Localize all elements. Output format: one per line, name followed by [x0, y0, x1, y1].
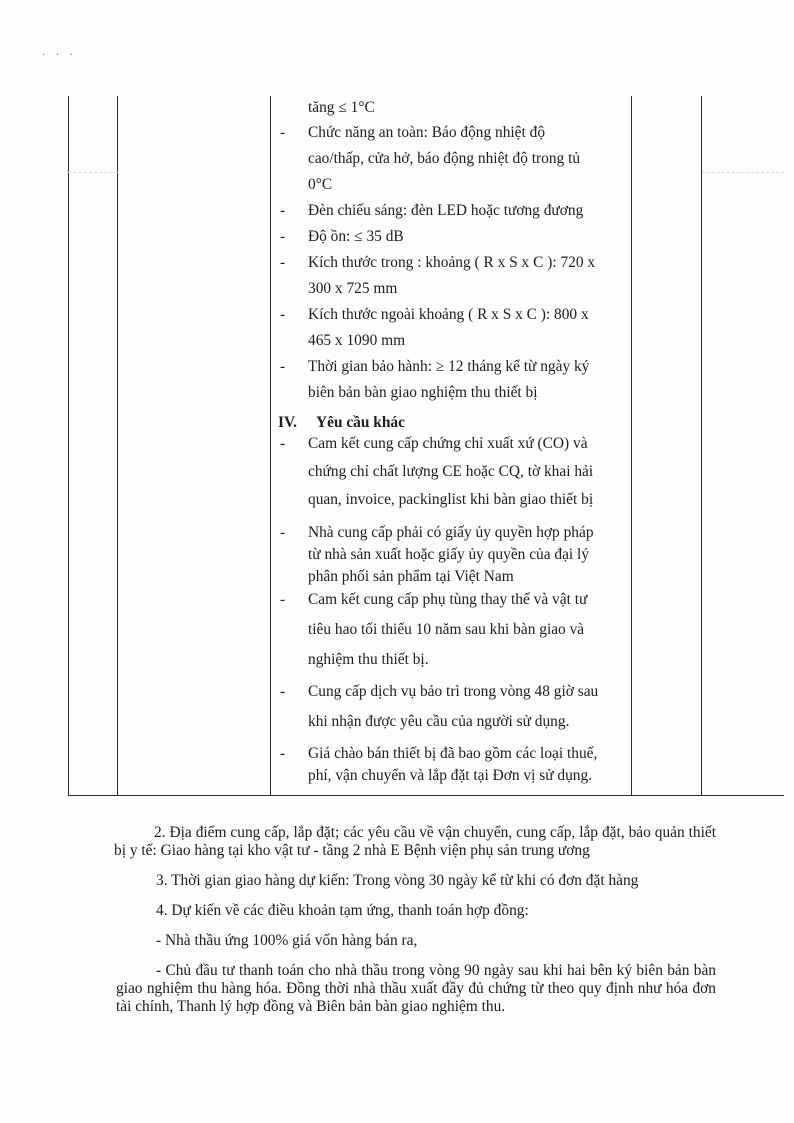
section-title: Yêu cầu khác [316, 414, 405, 431]
table-border-left [68, 96, 69, 796]
table-col-divider-2 [270, 96, 271, 796]
spec-line: 465 x 1090 mm [308, 332, 406, 349]
spec-item-price [278, 743, 630, 787]
spec-line: cao/thấp, cửa hở, báo động nhiệt độ trong tủ [308, 150, 581, 167]
spec-line: Cam kết cung cấp chứng chỉ xuất xứ (CO) và [308, 435, 588, 452]
spec-line: phân phối sản phẩm tại Việt Nam [308, 568, 514, 585]
spec-item-lighting [278, 198, 630, 224]
paragraph-payment-terms: 4. Dự kiến về các điều khoản tạm ứng, thanh toán hợp đồng: [156, 902, 529, 919]
spec-line: Giá chào bán thiết bị đã bao gồm các loại thuế, [308, 745, 598, 762]
bullet-dash: - [280, 202, 286, 219]
bullet-dash: - [280, 358, 286, 375]
section-number: IV. [278, 414, 297, 431]
spec-line: Cung cấp dịch vụ bảo trì trong vòng 48 giờ sau [308, 683, 599, 700]
continuation-line: tăng ≤ 1°C [308, 99, 375, 116]
spec-line: biên bản bàn giao nghiệm thu thiết bị [308, 384, 538, 401]
spec-line: Đèn chiếu sáng: đèn LED hoặc tương đương [308, 202, 584, 219]
bullet-dash: - [280, 228, 286, 245]
spec-line: Cam kết cung cấp phụ tùng thay thế và vật tư [308, 591, 588, 608]
spec-item-authorization [278, 522, 630, 588]
spec-item-noise [278, 224, 630, 250]
spec-cell [278, 96, 630, 787]
bullet-dash: - [280, 306, 286, 323]
table-border-bottom [68, 795, 784, 796]
spec-item-maintenance [278, 677, 630, 737]
bullet-dash: - [280, 745, 286, 762]
spec-line: Thời gian bảo hành: ≥ 12 tháng kể từ ngày ký [308, 358, 590, 375]
spec-line: Kích thước ngoài khoảng ( R x S x C ): 800 x [308, 306, 589, 323]
spec-item-outer-size [278, 302, 630, 354]
spec-line: 0°C [308, 176, 333, 193]
spec-line: quan, invoice, packinglist khi bàn giao thiết bị [308, 491, 594, 508]
bullet-dash: - [280, 591, 286, 608]
paragraph-payment: - Chủ đầu tư thanh toán cho nhà thầu trong vòng 90 ngày sau khi hai bên ký biên bản bàn giao nghiệm thu hàng hóa. Đồng thời nhà thầu xuất đầy đủ chứng từ theo quy định như hóa đơn tài chính, Thanh lý hợp đồng và Biên bản bàn giao nghiệm thu. [116, 962, 716, 1015]
table-col-divider-3 [631, 96, 632, 796]
bullet-dash: - [280, 683, 286, 700]
spec-item-safety [278, 120, 630, 198]
spec-line: Nhà cung cấp phải có giấy ủy quyền hợp pháp [308, 524, 594, 541]
spec-line: Kích thước trong : khoảng ( R x S x C ): 720 x [308, 254, 596, 271]
paragraph-delivery-location: 2. Địa điểm cung cấp, lắp đặt; các yêu cầu về vận chuyển, cung cấp, lắp đặt, bảo quản thiết bị y tế: Giao hàng tại kho vật tư - tầng 2 nhà E Bệnh viện phụ sản trung ương [114, 824, 716, 859]
scan-specks: · · · [42, 50, 77, 61]
bullet-dash: - [280, 124, 286, 141]
spec-line: nghiệm thu thiết bị. [308, 651, 429, 668]
spec-line: khi nhận được yêu cầu của người sử dụng. [308, 713, 570, 730]
faint-rule-left [68, 172, 118, 173]
bullet-dash: - [280, 524, 286, 541]
spec-line: tiêu hao tối thiểu 10 năm sau khi bàn giao và [308, 621, 585, 638]
table-col-divider-1 [117, 96, 118, 796]
spec-item-warranty [278, 354, 630, 406]
bullet-dash: - [280, 254, 286, 271]
spec-line: từ nhà sản xuất hoặc giấy ủy quyền của đại lý [308, 546, 590, 563]
paragraph-advance: - Nhà thầu ứng 100% giá vốn hàng bán ra, [156, 932, 418, 949]
spec-line: phí, vận chuyển và lắp đặt tại Đơn vị sử dụng. [308, 767, 593, 784]
body-text [116, 824, 716, 1028]
bullet-dash: - [280, 435, 286, 452]
spec-line: Chức năng an toàn: Báo động nhiệt độ [308, 124, 546, 141]
spec-line: Độ ồn: ≤ 35 dB [308, 228, 404, 245]
spec-line: 300 x 725 mm [308, 280, 398, 297]
spec-item-co-cq [278, 430, 630, 514]
spec-line: chứng chỉ chất lượng CE hoặc CQ, tờ khai hải [308, 463, 594, 480]
faint-rule-right [702, 172, 784, 173]
spec-item-spare-parts [278, 585, 630, 675]
spec-item-inner-size [278, 250, 630, 302]
table-col-divider-4 [701, 96, 702, 796]
paragraph-delivery-time: 3. Thời gian giao hàng dự kiến: Trong vòng 30 ngày kể từ khi có đơn đặt hàng [156, 872, 639, 889]
spec-table [68, 96, 784, 796]
